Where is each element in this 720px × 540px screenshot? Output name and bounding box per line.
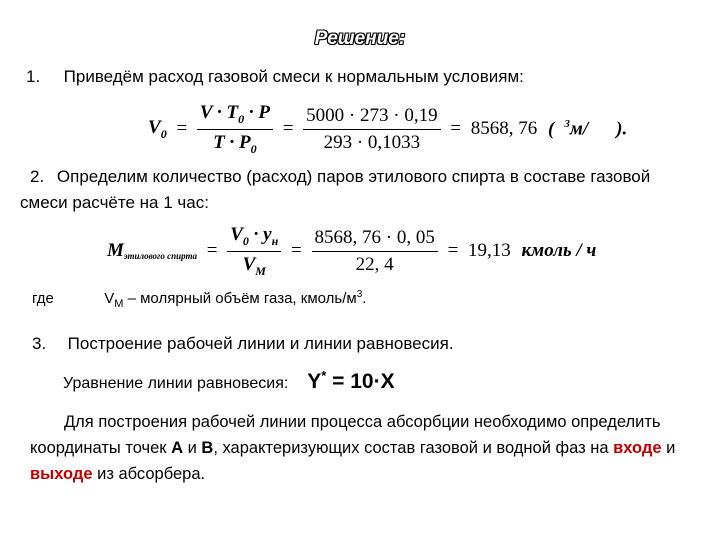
equilibrium-label: Уравнение линии равновесия: bbox=[63, 375, 289, 392]
step-2 bbox=[20, 164, 700, 216]
molar-volume-text: – молярный объём газа, кмоль/м bbox=[123, 290, 357, 307]
molar-volume-sup: 3 bbox=[356, 289, 363, 300]
paragraph-text-4: и bbox=[661, 439, 676, 457]
formula-2-equals-2: = bbox=[291, 240, 302, 262]
step-2-number: 2. bbox=[30, 167, 45, 186]
formula-normal-conditions bbox=[148, 102, 627, 157]
formula-ethanol-vapor bbox=[107, 224, 596, 279]
point-a: А bbox=[171, 439, 184, 457]
formula-1-equals-1: = bbox=[176, 118, 188, 140]
formula-2-lhs: Mэтилового спирта bbox=[107, 240, 198, 262]
formula-1-lhs: $V_0$ bbox=[148, 116, 167, 141]
molar-volume-symbol: $V_M$ bbox=[104, 290, 124, 310]
paragraph-text-2: и bbox=[183, 439, 202, 457]
formula-2-unit: кмоль / ч bbox=[521, 240, 597, 262]
where-end: . bbox=[362, 290, 367, 307]
formula-2-fraction-numeric: $\frac{8568, 76 \cdot 0, 05}{22, 4}$ bbox=[312, 227, 438, 276]
paragraph-text-3: , характеризующих состав газовой и водной фаз на bbox=[213, 439, 614, 457]
formula-1-fraction-symbolic: $\frac{V \cdot T_0 \cdot P}{T \cdot P_0}$ bbox=[197, 102, 273, 157]
entry-highlight: входе bbox=[613, 439, 662, 457]
formula-1-result: 8568, 76 bbox=[470, 118, 538, 140]
step-1-text: Приведём расход газовой смеси к нормальным условиям: bbox=[63, 67, 524, 86]
formula-1-unit: ( $^3$м/ ). bbox=[548, 118, 628, 140]
absorption-paragraph bbox=[30, 409, 710, 487]
formula-2-fraction-symbolic: $\frac{V_0 \cdot y_н}{V_M}$ bbox=[227, 224, 281, 279]
step-3-number: 3. bbox=[32, 334, 47, 353]
solution-title: Решение: bbox=[314, 28, 406, 49]
paragraph-text-5: из абсорбера. bbox=[92, 465, 206, 483]
formula-2-equals-1: = bbox=[206, 240, 218, 262]
step-3-text: Построение рабочей линии и линии равновесия. bbox=[67, 334, 454, 353]
formula-2-result: 19,13 bbox=[468, 240, 511, 262]
where-line bbox=[32, 289, 366, 310]
formula-1-fraction-numeric: $\frac{5000 \cdot 273 \cdot 0,19}{293 \cdot 0,1033}$ bbox=[303, 105, 440, 154]
where-label: где bbox=[32, 290, 54, 307]
equilibrium-line bbox=[63, 368, 395, 394]
step-3 bbox=[32, 334, 454, 354]
step-1 bbox=[26, 67, 524, 87]
paragraph-text-1: Для построения рабочей линии процесса абсорбции необходимо определить координаты точек bbox=[30, 413, 661, 457]
equilibrium-equation: Y* = 10·X bbox=[307, 368, 395, 393]
step-2-text: Определим количество (расход) паров этилового спирта в составе газовой смеси расчёте на 1 час: bbox=[20, 167, 651, 212]
formula-1-equals-3: = bbox=[450, 118, 462, 140]
point-b: В bbox=[201, 439, 214, 457]
formula-2-equals-3: = bbox=[447, 240, 459, 262]
step-1-number: 1. bbox=[26, 67, 41, 86]
formula-1-equals-2: = bbox=[282, 118, 294, 140]
exit-highlight: выходе bbox=[30, 465, 93, 483]
